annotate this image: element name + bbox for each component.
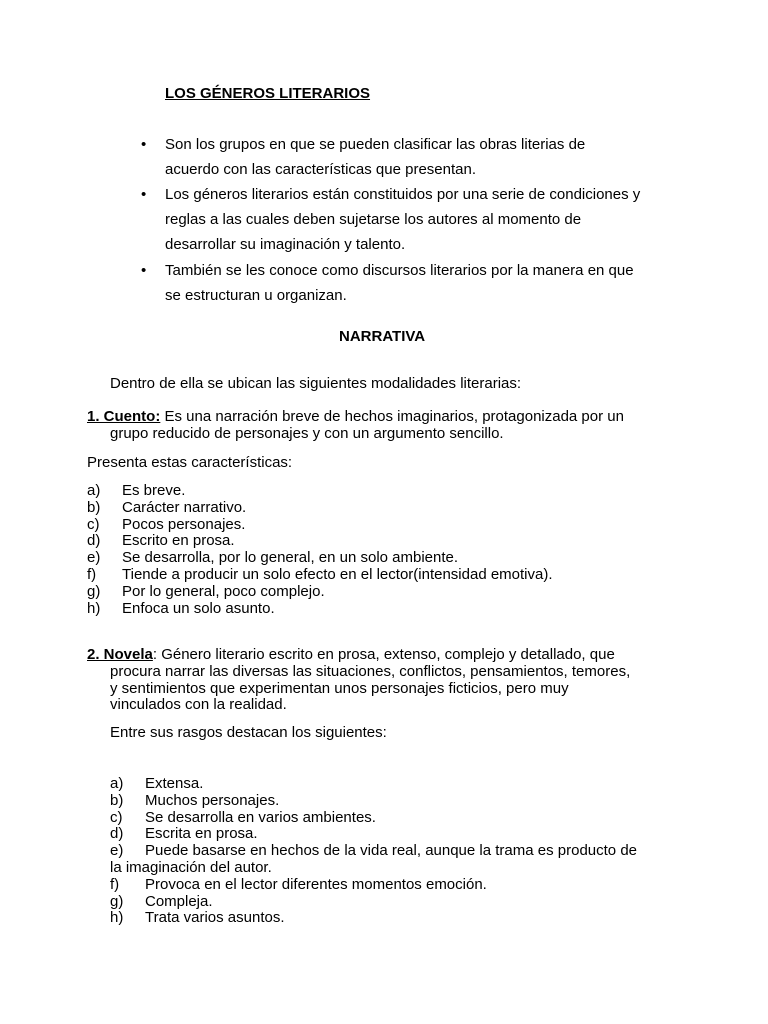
section-heading-narrativa: NARRATIVA xyxy=(339,328,426,345)
cuento-feature-text: Pocos personajes. xyxy=(122,515,246,533)
cuento-feature-text: Es breve. xyxy=(122,482,186,499)
bullet-marker: • xyxy=(141,262,147,279)
novela-feature-marker: a) xyxy=(110,775,124,792)
bullet-marker: • xyxy=(141,186,147,203)
novela-paragraph-line-1 xyxy=(87,646,615,663)
cuento-feature-marker: g) xyxy=(87,582,101,600)
cuento-paragraph-line-1 xyxy=(87,408,624,425)
novela-feature-text: Extensa. xyxy=(145,775,204,792)
bullet-marker: • xyxy=(141,136,147,153)
novela-feature-text: Compleja. xyxy=(145,892,213,910)
novela-feature-continuation: la imaginación del autor. xyxy=(110,859,272,876)
novela-feature-text: Provoca en el lector diferentes momentos emoción. xyxy=(145,875,487,893)
novela-feature-text: Se desarrolla en varios ambientes. xyxy=(145,808,376,826)
narrativa-intro: Dentro de ella se ubican las siguientes modalidades literarias: xyxy=(110,375,522,392)
cuento-features-intro: Presenta estas características: xyxy=(87,454,293,471)
cuento-feature-marker: h) xyxy=(87,599,101,617)
bullet-2-line-3: desarrollar su imaginación y talento. xyxy=(165,236,406,253)
bullet-3-line-1: También se les conoce como discursos literarios por la manera en que xyxy=(165,262,634,279)
cuento-feature-text: Por lo general, poco complejo. xyxy=(122,582,325,600)
cuento-feature-marker: b) xyxy=(87,498,101,516)
novela-paragraph-line-4: vinculados con la realidad. xyxy=(110,696,287,713)
bullet-3-line-2: se estructuran u organizan. xyxy=(165,287,347,304)
bullet-1-line-2: acuerdo con las características que presentan. xyxy=(165,161,477,178)
novela-paragraph-line-3: y sentimientos que experimentan unos personajes ficticios, pero muy xyxy=(110,680,569,697)
bullet-2-line-1: Los géneros literarios están constituidos por una serie de condiciones y xyxy=(165,186,641,203)
novela-feature-text: Muchos personajes. xyxy=(145,791,280,809)
cuento-feature-marker: e) xyxy=(87,549,101,567)
cuento-paragraph-line-2: grupo reducido de personajes y con un argumento sencillo. xyxy=(110,425,504,442)
novela-definition: : Género literario escrito en prosa, extenso, complejo y detallado, que xyxy=(152,646,615,663)
cuento-feature-marker: c) xyxy=(87,515,100,533)
novela-paragraph-line-2: procura narrar las diversas las situaciones, conflictos, pensamientos, temores, xyxy=(110,663,631,680)
novela-feature-text: Trata varios asuntos. xyxy=(145,909,285,927)
novela-feature-marker: d) xyxy=(110,825,124,843)
novela-feature-marker: b) xyxy=(110,791,124,809)
novela-features-intro: Entre sus rasgos destacan los siguientes: xyxy=(110,724,387,741)
bullet-1-line-1: Son los grupos en que se pueden clasificar las obras literias de xyxy=(165,136,586,153)
cuento-feature-text: Se desarrolla, por lo general, en un solo ambiente. xyxy=(122,549,459,567)
novela-feature-marker: c) xyxy=(110,808,123,826)
cuento-feature-marker: f) xyxy=(87,566,97,583)
cuento-feature-text: Escrito en prosa. xyxy=(122,532,235,550)
novela-feature-marker: e) xyxy=(110,842,124,860)
novela-feature-text: Escrita en prosa. xyxy=(145,825,258,843)
cuento-feature-marker: a) xyxy=(87,482,101,499)
novela-feature-marker: h) xyxy=(110,909,124,927)
novela-label: 2. Novela xyxy=(87,646,153,663)
cuento-feature-text: Tiende a producir un solo efecto en el lector(intensidad emotiva). xyxy=(122,566,553,583)
cuento-feature-marker: d) xyxy=(87,532,101,550)
cuento-label: 1. Cuento: xyxy=(87,408,161,425)
novela-feature-marker: g) xyxy=(110,892,124,910)
cuento-feature-text: Carácter narrativo. xyxy=(122,498,247,516)
cuento-feature-text: Enfoca un solo asunto. xyxy=(122,599,275,617)
cuento-definition: Es una narración breve de hechos imaginarios, protagonizada por un xyxy=(160,408,624,425)
bullet-2-line-2: reglas a las cuales deben sujetarse los autores al momento de xyxy=(165,211,582,228)
document-title: LOS GÉNEROS LITERARIOS xyxy=(165,85,371,102)
novela-feature-marker: f) xyxy=(110,875,120,893)
novela-feature-text: Puede basarse en hechos de la vida real, aunque la trama es producto de xyxy=(145,842,637,860)
